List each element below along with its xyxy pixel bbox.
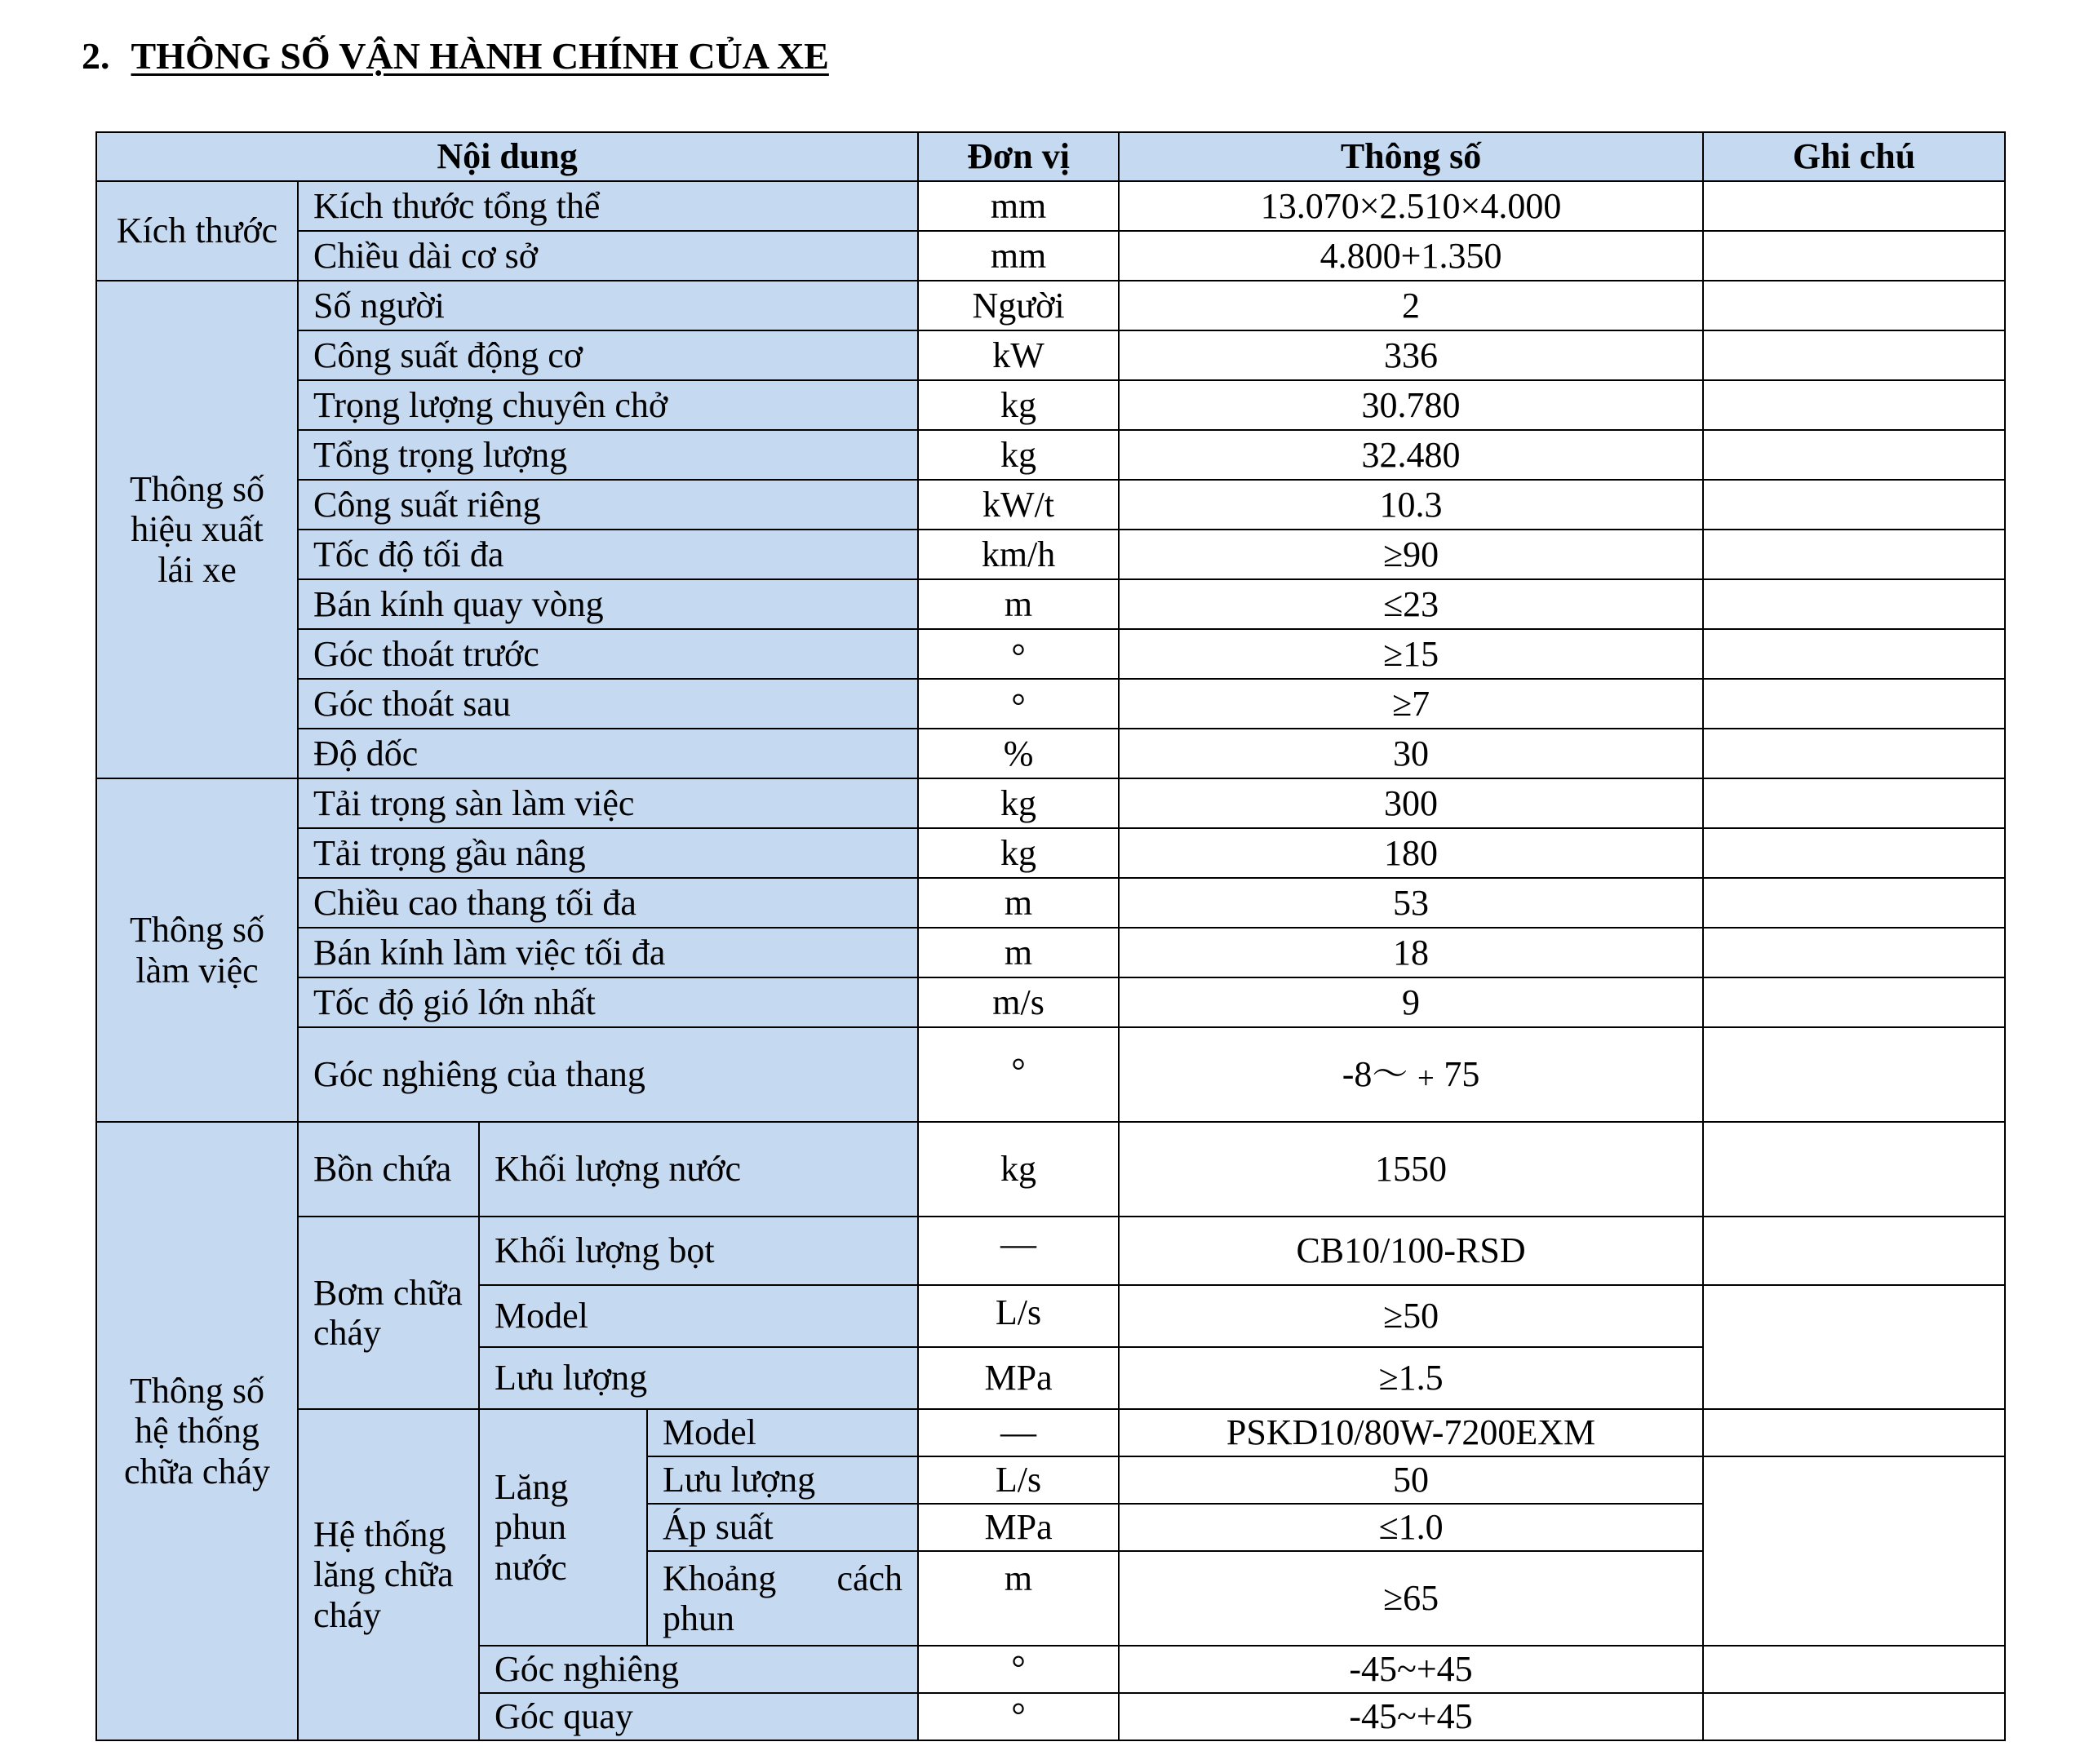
table-row [96,729,2005,778]
row-value: 18 [1119,928,1703,977]
row-unit: — [918,1409,1119,1456]
row-value: 180 [1119,828,1703,878]
row-unit: kW [918,330,1119,380]
row-note [1703,928,2005,977]
row-label: Khoảng cách phun [647,1551,918,1646]
row-value: 30 [1119,729,1703,778]
row-label: Bán kính làm việc tối đa [298,928,918,977]
row-value: 30.780 [1119,380,1703,430]
table-row [96,281,2005,330]
table-row [96,828,2005,878]
row-label: Khối lượng nước [479,1122,918,1217]
row-unit: kg [918,1122,1119,1217]
row-value: 300 [1119,778,1703,828]
row-note [1703,977,2005,1027]
row-unit: ° [918,1646,1119,1693]
row-unit: L/s [918,1456,1119,1504]
row-unit: MPa [918,1504,1119,1551]
row-unit: km/h [918,530,1119,579]
row-label: Tổng trọng lượng [298,430,918,480]
row-label: Áp suất [647,1504,918,1551]
row-label: Tốc độ gió lớn nhất [298,977,918,1027]
row-value: ≥65 [1119,1551,1703,1646]
row-value: ≥15 [1119,629,1703,679]
row-note [1703,778,2005,828]
row-unit: kg [918,430,1119,480]
row-value: ≥50 [1119,1285,1703,1347]
row-label: Góc thoát trước [298,629,918,679]
section-number: 2. [82,35,110,77]
header-note: Ghi chú [1703,132,2005,181]
table-row [96,480,2005,530]
table-row [96,878,2005,928]
row-unit: ° [918,1693,1119,1740]
row-label: Khối lượng bọt [479,1217,918,1285]
row-label: Tải trọng sàn làm việc [298,778,918,828]
row-label: Tải trọng gầu nâng [298,828,918,878]
tank-label: Bồn chứa [298,1122,479,1217]
row-note [1703,1027,2005,1122]
section-heading [82,34,829,78]
row-label: Độ dốc [298,729,918,778]
row-value: 2 [1119,281,1703,330]
row-unit: kg [918,828,1119,878]
table-row [96,380,2005,430]
row-value: ≥90 [1119,530,1703,579]
monitor-label: Hệ thống lăng chữa cháy [298,1409,479,1740]
row-note [1703,231,2005,281]
row-value: -45~+45 [1119,1646,1703,1693]
row-value: -45~+45 [1119,1693,1703,1740]
row-label: Tốc độ tối đa [298,530,918,579]
row-label: Góc nghiêng của thang [298,1027,918,1122]
pump-label: Bơm chữa cháy [298,1217,479,1409]
row-note [1703,679,2005,729]
table-row [96,1217,2005,1285]
row-value: 10.3 [1119,480,1703,530]
table-row [96,579,2005,629]
table-row [96,181,2005,231]
table-row [96,977,2005,1027]
nozzle-label: Lăng phun nước [479,1409,647,1646]
table-row [96,1409,2005,1456]
row-value: CB10/100-RSD [1119,1217,1703,1285]
row-unit: m [918,878,1119,928]
table-row [96,430,2005,480]
row-note [1703,1122,2005,1217]
row-note [1703,1285,2005,1409]
row-label: Lưu lượng [479,1347,918,1409]
row-label: Chiều dài cơ sở [298,231,918,281]
row-note [1703,1409,2005,1456]
row-unit: MPa [918,1347,1119,1409]
row-value: 13.070×2.510×4.000 [1119,181,1703,231]
group-fire: Thông số hệ thống chữa cháy [96,1122,298,1740]
table-row [96,330,2005,380]
row-unit: ° [918,1027,1119,1122]
row-note [1703,729,2005,778]
row-note [1703,380,2005,430]
row-note [1703,281,2005,330]
row-value: 9 [1119,977,1703,1027]
row-label: Công suất động cơ [298,330,918,380]
row-value: 1550 [1119,1122,1703,1217]
header-value: Thông số [1119,132,1703,181]
row-label: Kích thước tổng thể [298,181,918,231]
row-label: Công suất riêng [298,480,918,530]
row-unit: Người [918,281,1119,330]
header-row [96,132,2005,181]
row-label: Số người [298,281,918,330]
row-note [1703,430,2005,480]
row-unit: mm [918,181,1119,231]
row-unit: ° [918,679,1119,729]
row-label: Chiều cao thang tối đa [298,878,918,928]
row-unit: m [918,1551,1119,1646]
table-row [96,679,2005,729]
row-unit: kg [918,380,1119,430]
row-unit: — [918,1217,1119,1285]
row-unit: L/s [918,1285,1119,1347]
table-row [96,231,2005,281]
table-row [96,1122,2005,1217]
section-title: THÔNG SỐ VẬN HÀNH CHÍNH CỦA XE [131,35,829,77]
row-note [1703,1217,2005,1285]
row-unit: m [918,928,1119,977]
row-unit: kW/t [918,480,1119,530]
group-size: Kích thước [96,181,298,281]
row-label: Góc quay [479,1693,918,1740]
row-label: Lưu lượng [647,1456,918,1504]
row-value: 50 [1119,1456,1703,1504]
row-value: ≥7 [1119,679,1703,729]
row-note [1703,828,2005,878]
row-note [1703,530,2005,579]
row-note [1703,480,2005,530]
row-label: Góc thoát sau [298,679,918,729]
row-unit: mm [918,231,1119,281]
spec-table [95,131,2006,1741]
table-row [96,928,2005,977]
row-value: PSKD10/80W-7200EXM [1119,1409,1703,1456]
row-unit: ° [918,629,1119,679]
row-note [1703,1646,2005,1693]
row-unit: kg [918,778,1119,828]
row-note [1703,1693,2005,1740]
row-value: ≤1.0 [1119,1504,1703,1551]
row-note [1703,878,2005,928]
row-value: 4.800+1.350 [1119,231,1703,281]
header-unit: Đơn vị [918,132,1119,181]
row-note [1703,579,2005,629]
row-unit: % [918,729,1119,778]
row-value: ≤23 [1119,579,1703,629]
row-note [1703,629,2005,679]
header-content: Nội dung [96,132,918,181]
row-label: Trọng lượng chuyên chở [298,380,918,430]
row-label: Model [479,1285,918,1347]
row-unit: m [918,579,1119,629]
table-row [96,530,2005,579]
row-value: -8～﹢75 [1119,1027,1703,1122]
row-unit: m/s [918,977,1119,1027]
row-value: ≥1.5 [1119,1347,1703,1409]
row-value: 336 [1119,330,1703,380]
group-working: Thông số làm việc [96,778,298,1122]
row-label: Model [647,1409,918,1456]
table-row [96,1027,2005,1122]
row-note [1703,1456,2005,1646]
group-driving: Thông số hiệu xuất lái xe [96,281,298,778]
row-note [1703,181,2005,231]
table-row [96,629,2005,679]
row-label: Góc nghiêng [479,1646,918,1693]
row-note [1703,330,2005,380]
row-label: Bán kính quay vòng [298,579,918,629]
row-value: 32.480 [1119,430,1703,480]
table-row [96,778,2005,828]
row-value: 53 [1119,878,1703,928]
